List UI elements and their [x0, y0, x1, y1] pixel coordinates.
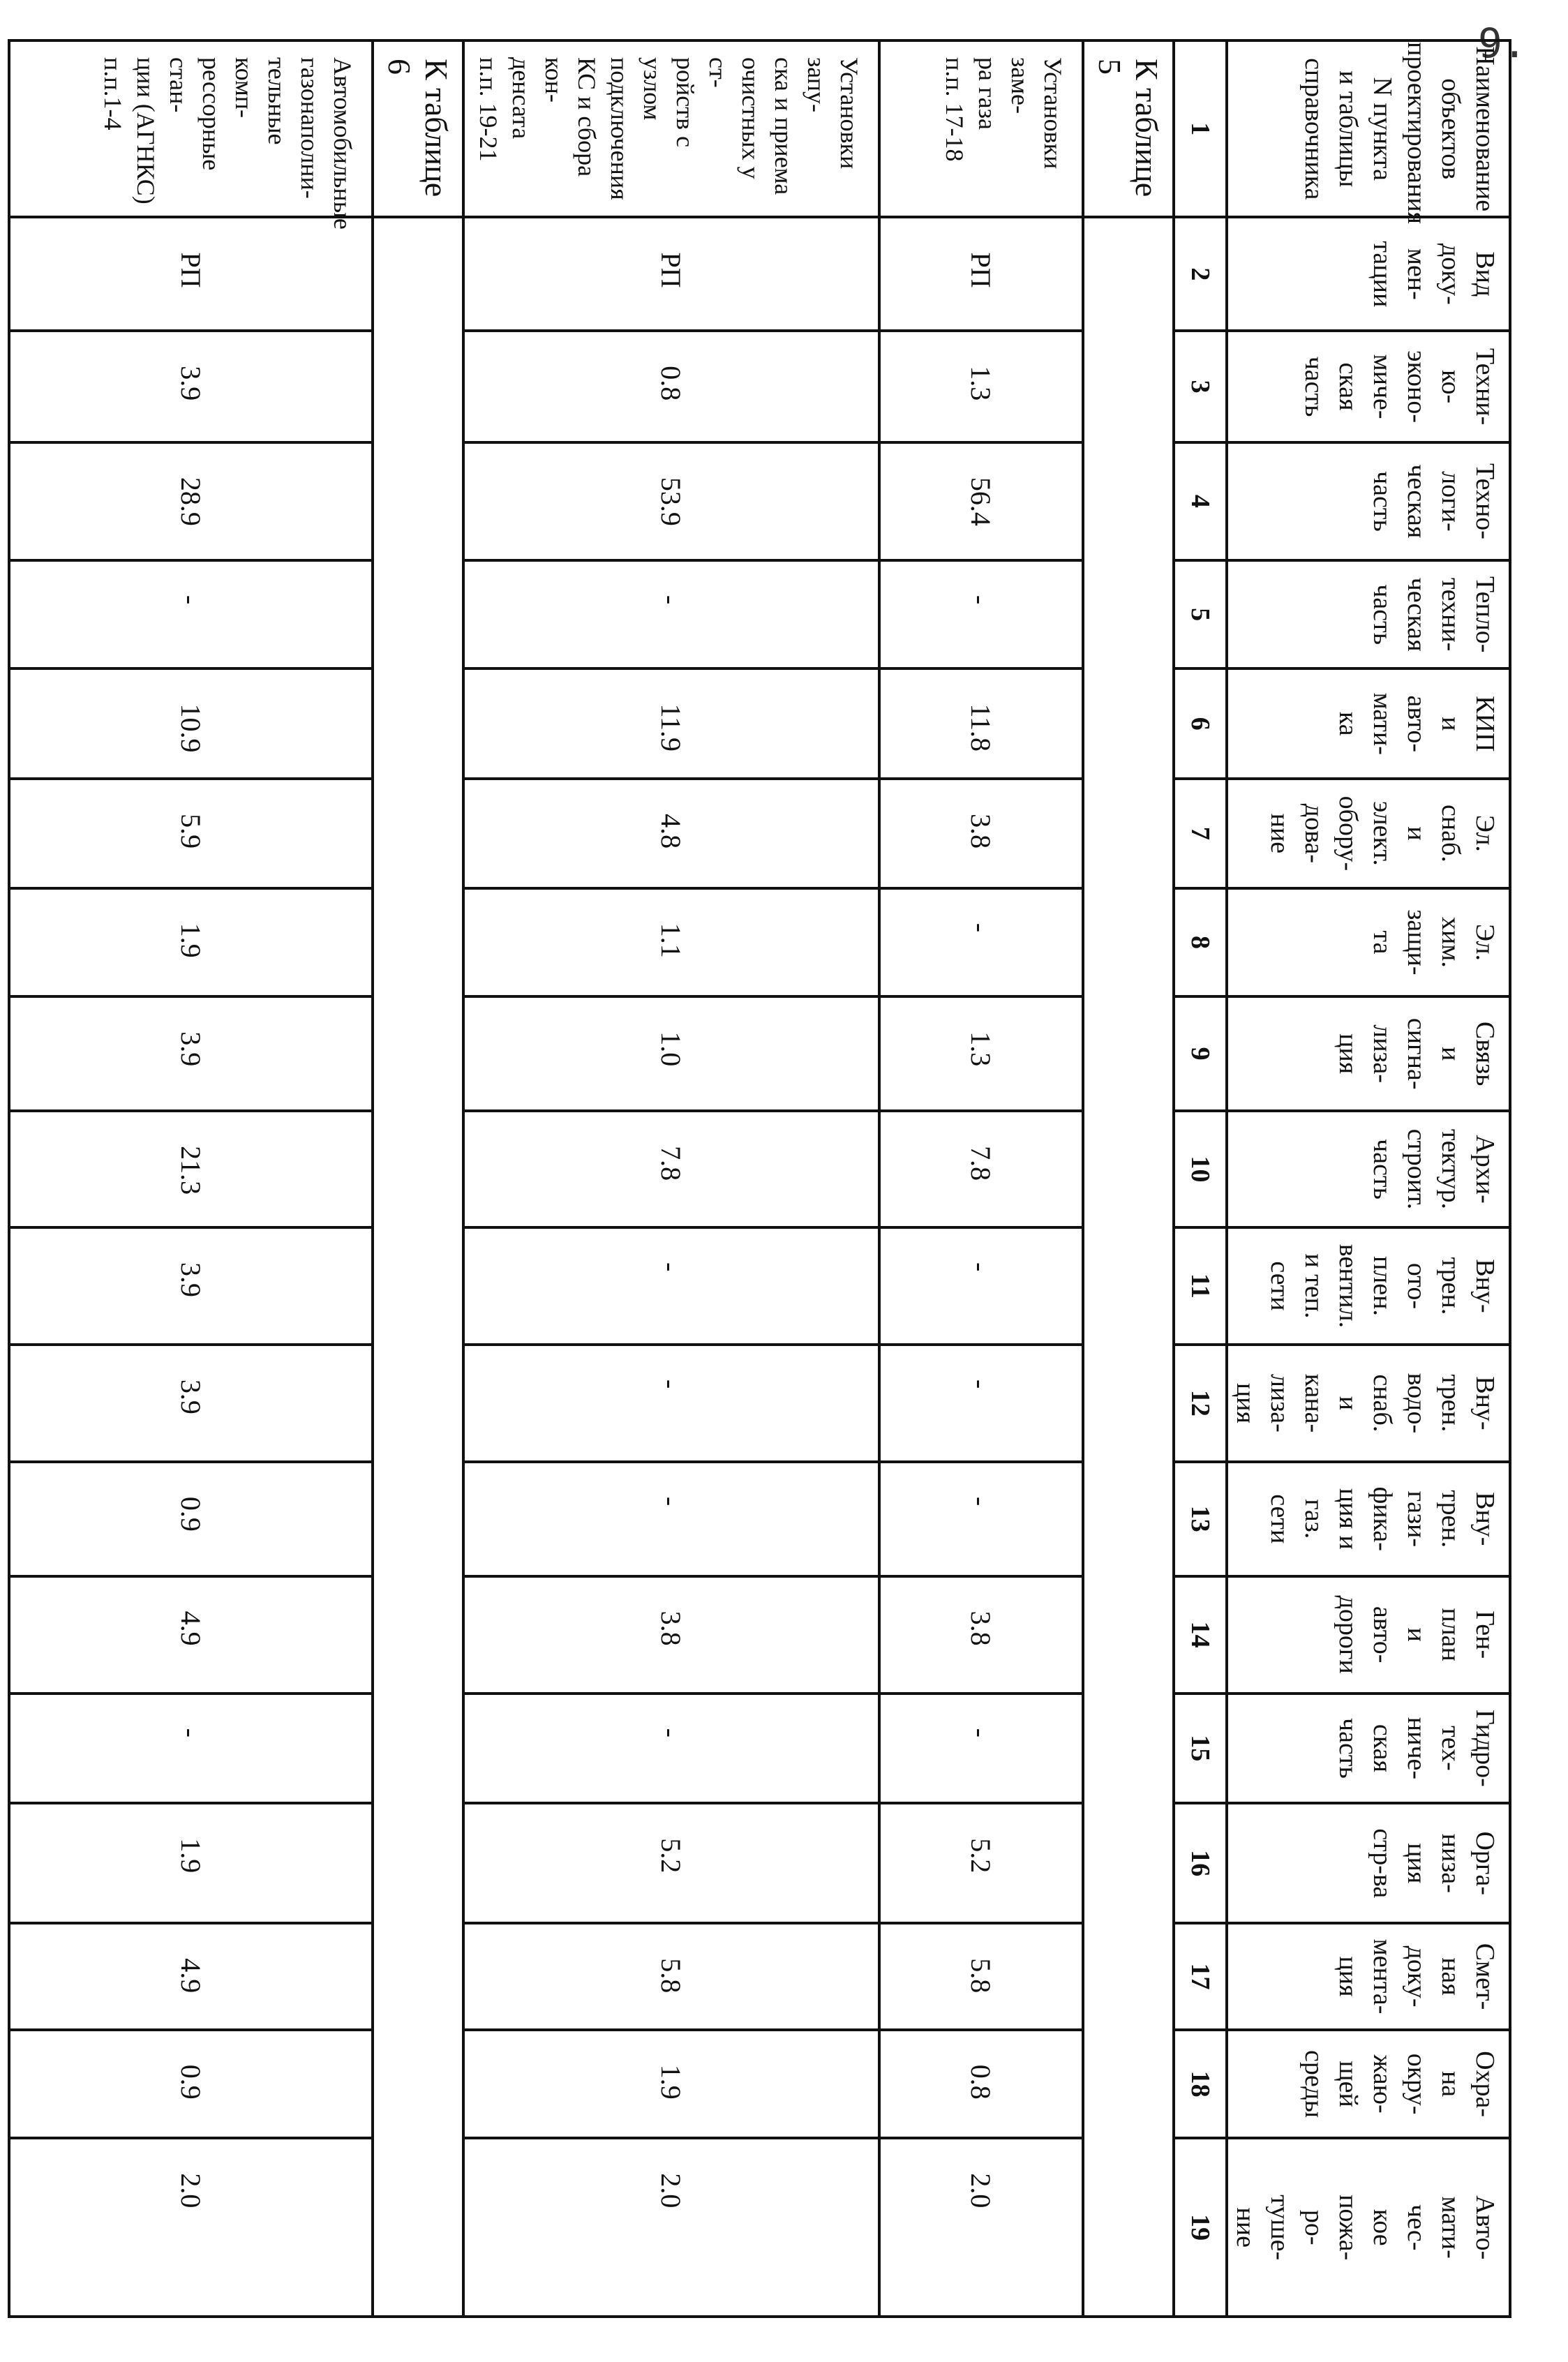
- value-cell-col5: -: [463, 560, 879, 669]
- column-header-14: [1227, 1576, 1510, 1694]
- value-cell-col12: 3.9: [9, 1345, 373, 1462]
- value-cell-col10: 7.8: [463, 1111, 879, 1227]
- value-cell-col12: -: [463, 1345, 879, 1462]
- column-number-6: 6: [1174, 668, 1227, 779]
- value-cell-col6: 10.9: [9, 668, 373, 779]
- column-number-13: 13: [1174, 1462, 1227, 1576]
- column-header-8: [1227, 888, 1510, 997]
- column-header-label: Смет- ная доку- мента- ция: [1334, 1938, 1500, 2015]
- value-cell-col11: -: [463, 1227, 879, 1345]
- value-cell-col6: 11.9: [463, 668, 879, 779]
- value-cell-col6: 11.8: [879, 668, 1083, 779]
- column-header-label: Тепло- техни- ческая часть: [1368, 576, 1500, 653]
- value-cell-col10: 21.3: [9, 1111, 373, 1227]
- column-header-label: Техни- ко- эконо- миче- ская часть: [1299, 347, 1500, 426]
- value-cell-col15: -: [879, 1694, 1083, 1804]
- column-header-label: Охра- на окру- жаю- щей среды: [1299, 2050, 1500, 2118]
- object-name: Установки запу- ска и приема очистных у ст- ройств с узлом подключения КС и сбора кон- денсата п.п. 19-21: [463, 40, 879, 217]
- value-cell-col5: -: [879, 560, 1083, 669]
- column-header-label: Ген- план и авто- дороги: [1334, 1595, 1500, 1674]
- value-cell-col18: 0.8: [879, 2030, 1083, 2139]
- column-number-1: 1: [1174, 40, 1227, 217]
- column-number-16: 16: [1174, 1803, 1227, 1923]
- value-cell-col17: 5.8: [879, 1923, 1083, 2029]
- value-cell-col8: -: [879, 888, 1083, 997]
- column-number-19: 19: [1174, 2138, 1227, 2317]
- object-name: Установки заме- ра газа п.п. 17-18: [879, 40, 1083, 217]
- value-cell-col19: 2.0: [463, 2138, 879, 2317]
- table-row: [879, 40, 1083, 2317]
- column-header-1: [1227, 40, 1510, 225]
- column-number-row: [1174, 40, 1227, 2317]
- page-number: 9.: [1478, 20, 1527, 67]
- value-cell-col8: 1.1: [463, 888, 879, 997]
- value-cell-col2: РП: [879, 217, 1083, 331]
- column-header-label: Эл. снаб. и элект. обору- дова- ние: [1265, 795, 1500, 872]
- value-cell-col5: -: [9, 560, 373, 669]
- value-cell-col10: 7.8: [879, 1111, 1083, 1227]
- value-cell-col8: 1.9: [9, 888, 373, 997]
- value-cell-col13: 0.9: [9, 1462, 373, 1576]
- column-header-2: [1227, 217, 1510, 331]
- column-header-15: [1227, 1694, 1510, 1804]
- column-header-3: [1227, 331, 1510, 442]
- column-header-16: [1227, 1803, 1510, 1923]
- object-name: Автомобильные газонаполни- тельные комп- рессорные стан- ции (АГНКС) п.п.1-4: [9, 40, 373, 217]
- column-number-9: 9: [1174, 996, 1227, 1111]
- value-cell-col16: 5.2: [463, 1803, 879, 1923]
- value-cell-col18: 1.9: [463, 2030, 879, 2139]
- column-number-17: 17: [1174, 1923, 1227, 2029]
- norms-table: [8, 39, 1511, 2318]
- value-cell-col19: 2.0: [879, 2138, 1083, 2317]
- value-cell-col4: 56.4: [879, 442, 1083, 560]
- value-cell-col7: 4.8: [463, 779, 879, 888]
- value-cell-col18: 0.9: [9, 2030, 373, 2139]
- value-cell-col14: 3.8: [463, 1576, 879, 1694]
- value-cell-col14: 4.9: [9, 1576, 373, 1694]
- column-header-13: [1227, 1462, 1510, 1576]
- column-header-19: [1227, 2138, 1510, 2317]
- column-header-11: [1227, 1227, 1510, 1345]
- column-header-9: [1227, 996, 1510, 1111]
- column-header-label: Связь и сигна- лиза- ция: [1334, 1017, 1500, 1090]
- section-spacer: [373, 217, 463, 2317]
- value-cell-col7: 3.8: [879, 779, 1083, 888]
- section-row: [1083, 40, 1174, 2317]
- value-cell-col15: -: [463, 1694, 879, 1804]
- value-cell-col2: РП: [9, 217, 373, 331]
- value-cell-col13: -: [879, 1462, 1083, 1576]
- column-header-label: Техно- логи- ческая часть: [1368, 463, 1500, 539]
- column-header-label: Эл. хим. защи- та: [1368, 909, 1500, 976]
- value-cell-col4: 53.9: [463, 442, 879, 560]
- value-cell-col14: 3.8: [879, 1576, 1083, 1694]
- column-header-label: Орга- низа- ция стр-ва: [1368, 1828, 1500, 1899]
- column-number-18: 18: [1174, 2030, 1227, 2139]
- section-title: К таблице 5: [1083, 40, 1174, 217]
- column-header-10: [1227, 1111, 1510, 1227]
- table-row: [463, 40, 879, 2317]
- value-cell-col3: 0.8: [463, 331, 879, 442]
- value-cell-col17: 4.9: [9, 1923, 373, 2029]
- column-header-label: Гидро- тех- ниче- ская часть: [1334, 1709, 1500, 1787]
- column-number-12: 12: [1174, 1345, 1227, 1462]
- column-header-7: [1227, 779, 1510, 888]
- value-cell-col4: 28.9: [9, 442, 373, 560]
- value-cell-col2: РП: [463, 217, 879, 331]
- value-cell-col9: 1.0: [463, 996, 879, 1111]
- section-spacer: [1083, 217, 1174, 2317]
- value-cell-col9: 3.9: [9, 996, 373, 1111]
- column-header-12: [1227, 1345, 1510, 1462]
- column-header-18: [1227, 2030, 1510, 2139]
- column-header-5: [1227, 560, 1510, 669]
- column-number-10: 10: [1174, 1111, 1227, 1227]
- section-row: [373, 40, 463, 2317]
- column-header-label: Вну- трен. гази- фика- ция и газ. сети: [1265, 1486, 1500, 1551]
- value-cell-col3: 1.3: [879, 331, 1083, 442]
- value-cell-col3: 3.9: [9, 331, 373, 442]
- column-number-5: 5: [1174, 560, 1227, 669]
- value-cell-col15: -: [9, 1694, 373, 1804]
- column-number-11: 11: [1174, 1227, 1227, 1345]
- column-header-label: Вну- трен. ото- плен. вентил. и теп. сети: [1265, 1243, 1500, 1329]
- column-header-label: Архи- тектур. строит. часть: [1368, 1128, 1500, 1210]
- column-number-7: 7: [1174, 779, 1227, 888]
- value-cell-col16: 1.9: [9, 1803, 373, 1923]
- column-header-17: [1227, 1923, 1510, 2029]
- column-number-15: 15: [1174, 1694, 1227, 1804]
- rotated-table-container: [82, 39, 1511, 2318]
- column-header-4: [1227, 442, 1510, 560]
- column-number-3: 3: [1174, 331, 1227, 442]
- column-header-label: КИП и авто- мати- ка: [1334, 692, 1500, 755]
- column-number-14: 14: [1174, 1576, 1227, 1694]
- value-cell-col11: -: [879, 1227, 1083, 1345]
- column-header-label: Вид доку- мен- тации: [1368, 241, 1500, 308]
- column-header-6: [1227, 668, 1510, 779]
- value-cell-col13: -: [463, 1462, 879, 1576]
- section-title: К таблице 6: [373, 40, 463, 217]
- column-number-8: 8: [1174, 888, 1227, 997]
- column-number-4: 4: [1174, 442, 1227, 560]
- value-cell-col9: 1.3: [879, 996, 1083, 1111]
- header-row: [1227, 40, 1510, 2317]
- value-cell-col17: 5.8: [463, 1923, 879, 2029]
- table-row: [9, 40, 373, 2317]
- column-number-2: 2: [1174, 217, 1227, 331]
- value-cell-col11: 3.9: [9, 1227, 373, 1345]
- column-header-label: Наименование объектов проектирования N пункта и таблицы справочника: [1299, 42, 1500, 225]
- column-header-label: Вну- трен. водо- снаб. и кана- лиза- ция: [1231, 1373, 1500, 1434]
- value-cell-col7: 5.9: [9, 779, 373, 888]
- column-header-label: Авто- мати- чес- кое пожа- ро- туше- ние: [1231, 2195, 1500, 2261]
- value-cell-col19: 2.0: [9, 2138, 373, 2317]
- value-cell-col12: -: [879, 1345, 1083, 1462]
- value-cell-col16: 5.2: [879, 1803, 1083, 1923]
